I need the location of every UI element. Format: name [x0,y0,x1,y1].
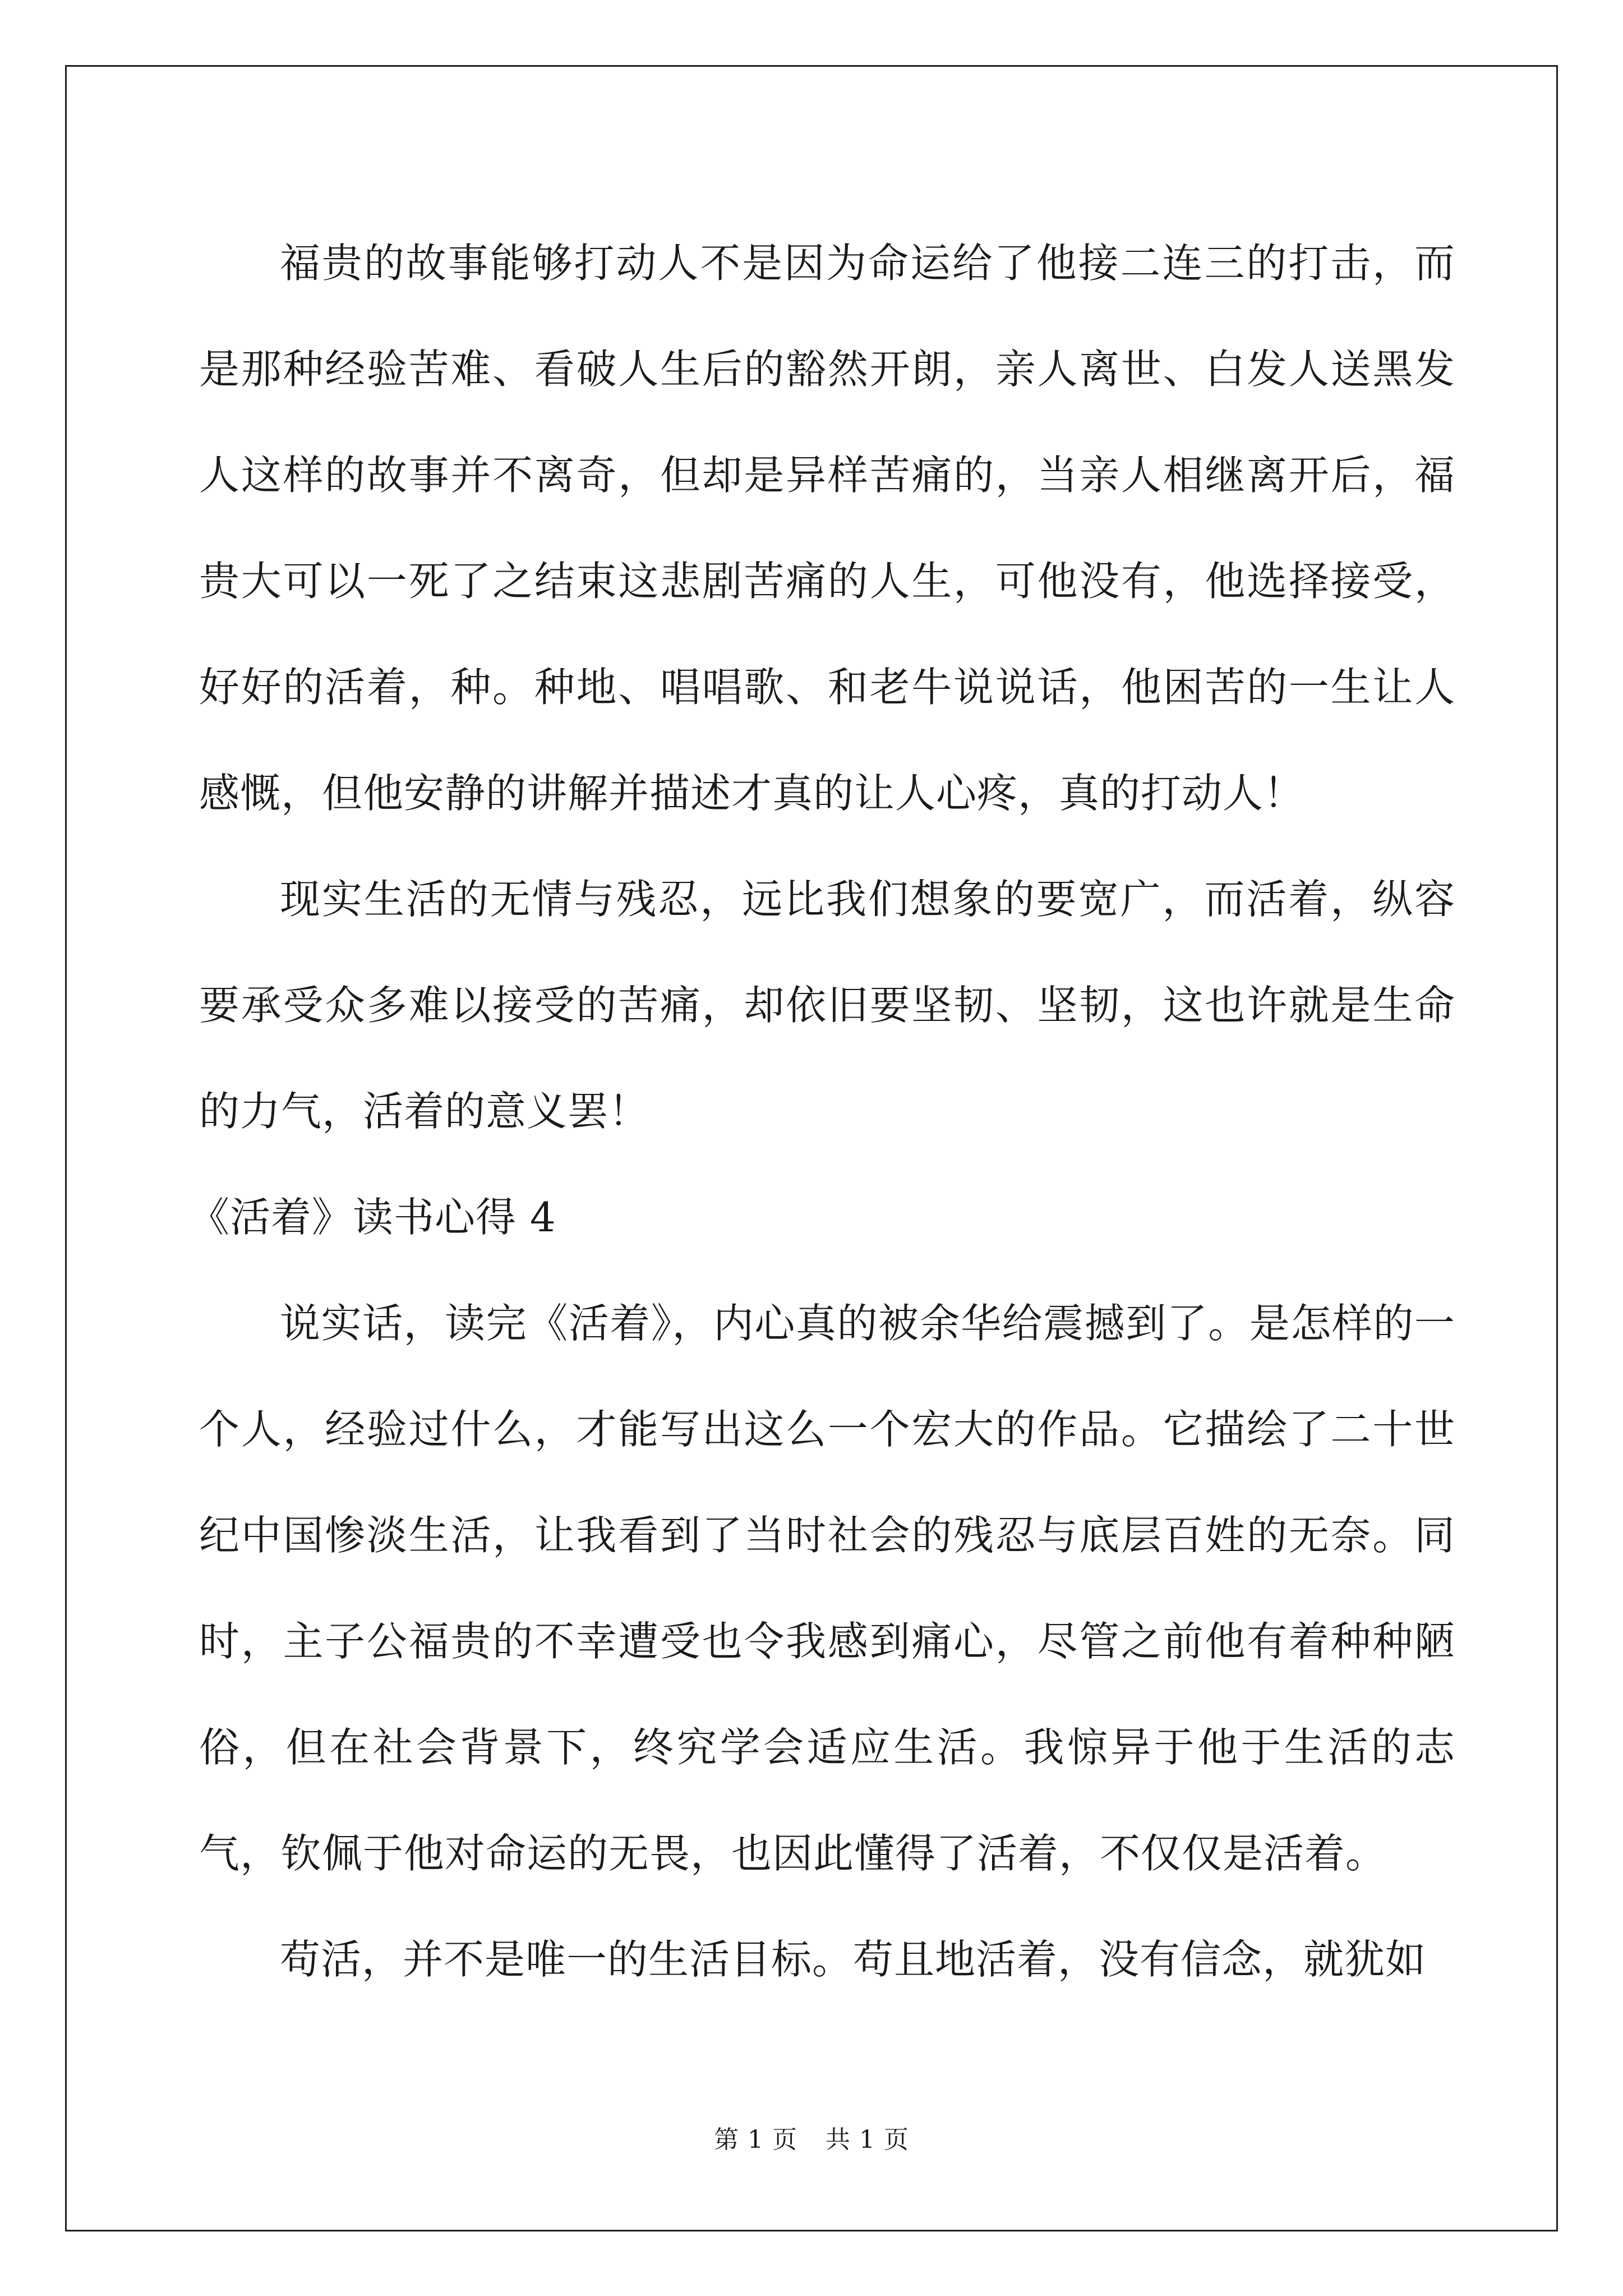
page-total: 共 1 页 [826,2125,909,2154]
paragraph-4: 苟活，并不是唯一的生活目标。苟且地活着，没有信念，就犹如 [280,1936,1427,1983]
page-footer [0,2123,1623,2157]
section-heading: 《活着》读书心得 4 [189,1194,556,1241]
paragraph-3: 说实话，读完《活着》，内心真的被余华给震撼到了。是怎样的一个人，经验过什么，才能写出这么一个宏大的作品。它描绘了二十世纪中国惨淡生活，让我看到了当时社会的残忍与底层百姓的无奈。同时，主子公福贵的不幸遭受也令我感到痛心，尽管之前他有着种种陋俗，但在社会背景下，终究学会适应生活。我惊异于他于生活的志气，钦佩于他对命运的无畏，也因此懂得了活着，不仅仅是活着。 [199,1300,1455,1877]
page-number: 第 1 页 [714,2125,797,2154]
paragraph-2: 现实生活的无情与残忍，远比我们想象的要宽广，而活着，纵容要承受众多难以接受的苦痛，却依旧要坚韧、坚韧，这也许就是生命的力气，活着的意义罢！ [199,876,1455,1135]
paragraph-1: 福贵的故事能够打动人不是因为命运给了他接二连三的打击，而是那种经验苦难、看破人生后的豁然开朗，亲人离世、白发人送黑发人这样的故事并不离奇，但却是异样苦痛的，当亲人相继离开后，福贵大可以一死了之结束这悲剧苦痛的人生，可他没有，他选择接受，好好的活着，种。种地、唱唱歌、和老牛说说话，他困苦的一生让人感慨，但他安静的讲解并描述才真的让人心疼，真的打动人！ [199,240,1455,817]
document-body [189,210,1455,2013]
